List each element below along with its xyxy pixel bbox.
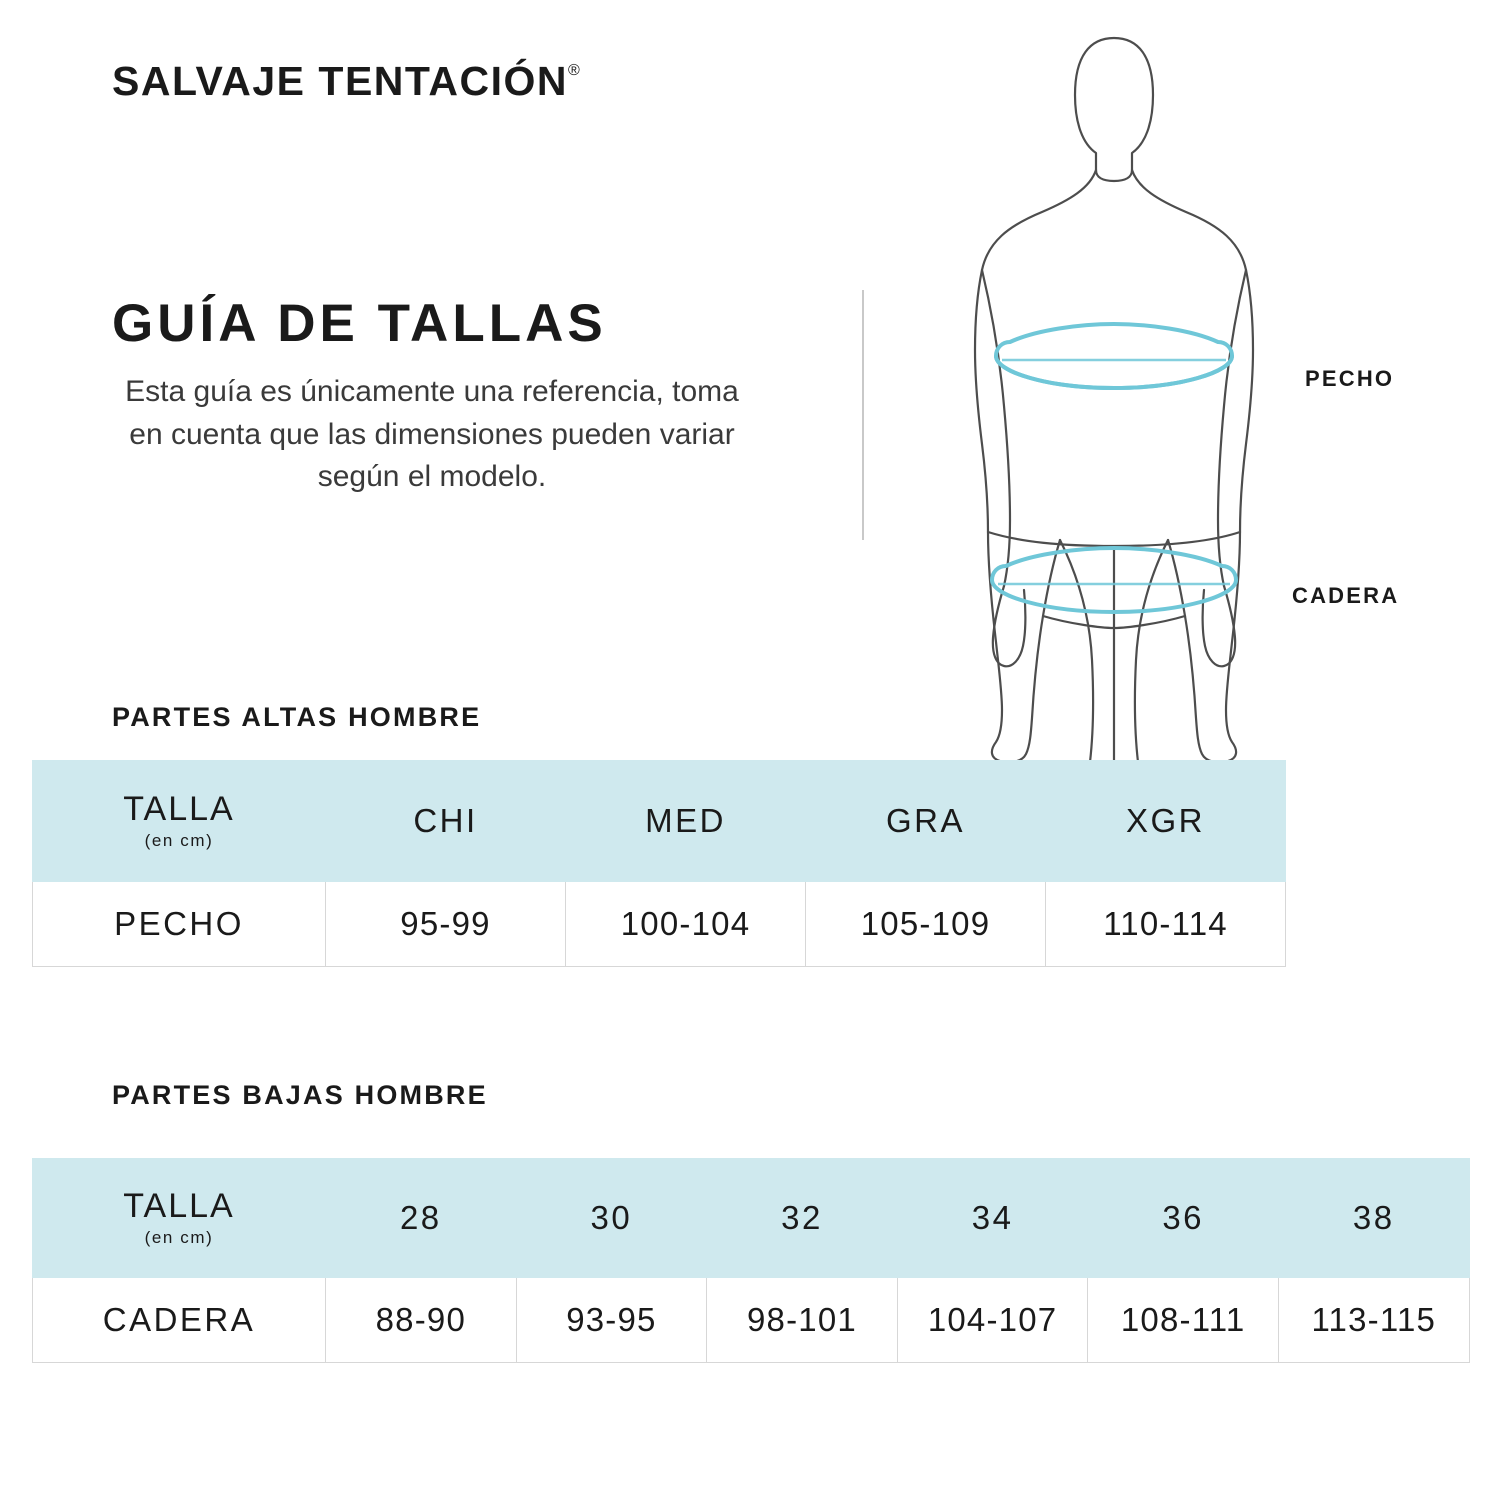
header-size-36: 36 — [1088, 1159, 1279, 1278]
hip-label: CADERA — [1292, 583, 1400, 608]
header-size-28: 28 — [326, 1159, 517, 1278]
cell-cadera-28: 88-90 — [326, 1278, 517, 1363]
header-unit-label: TALLA — [123, 1187, 235, 1226]
brand-logo — [112, 58, 581, 105]
table-lower-body-sizes — [32, 1158, 1470, 1363]
page-title: GUÍA DE TALLAS — [112, 294, 607, 353]
cell-cadera-38: 113-115 — [1278, 1278, 1469, 1363]
cell-pecho-xgr: 110-114 — [1046, 882, 1286, 967]
page-description: Esta guía es únicamente una referencia, toma en cuenta que las dimensiones pueden variar según el modelo. — [125, 375, 739, 494]
vertical-divider — [862, 290, 864, 540]
cell-cadera-32: 98-101 — [707, 1278, 898, 1363]
header-unit-label: TALLA — [123, 790, 235, 829]
registered-mark-icon: ® — [568, 62, 582, 79]
cell-pecho-chi: 95-99 — [326, 882, 566, 967]
heading-block — [112, 295, 772, 499]
header-unit — [33, 761, 326, 882]
header-size-xgr: XGR — [1046, 761, 1286, 882]
header-size-34: 34 — [897, 1159, 1088, 1278]
section-title-upper: PARTES ALTAS HOMBRE — [112, 702, 482, 732]
cell-cadera-34: 104-107 — [897, 1278, 1088, 1363]
header-unit-sub: (en cm) — [144, 1227, 214, 1247]
head-shape — [1075, 38, 1153, 181]
cell-cadera-36: 108-111 — [1088, 1278, 1279, 1363]
header-size-gra: GRA — [806, 761, 1046, 882]
header-size-med: MED — [566, 761, 806, 882]
table-row — [33, 1278, 1470, 1363]
row-label-cadera: CADERA — [33, 1278, 326, 1363]
table-row — [33, 882, 1286, 967]
brand-name: SALVAJE TENTACIÓN — [112, 58, 569, 104]
header-unit — [33, 1159, 326, 1278]
body-figure — [930, 20, 1290, 780]
header-size-chi: CHI — [326, 761, 566, 882]
cell-pecho-med: 100-104 — [566, 882, 806, 967]
header-unit-sub: (en cm) — [144, 830, 214, 850]
table-header-row — [33, 761, 1286, 882]
section-title-lower: PARTES BAJAS HOMBRE — [112, 1080, 488, 1110]
header-size-30: 30 — [516, 1159, 707, 1278]
table-header-row — [33, 1159, 1470, 1278]
table-upper-body-sizes — [32, 760, 1286, 967]
cell-cadera-30: 93-95 — [516, 1278, 707, 1363]
header-size-38: 38 — [1278, 1159, 1469, 1278]
cell-pecho-gra: 105-109 — [806, 882, 1046, 967]
row-label-pecho: PECHO — [33, 882, 326, 967]
header-size-32: 32 — [707, 1159, 898, 1278]
chest-label: PECHO — [1305, 366, 1395, 391]
